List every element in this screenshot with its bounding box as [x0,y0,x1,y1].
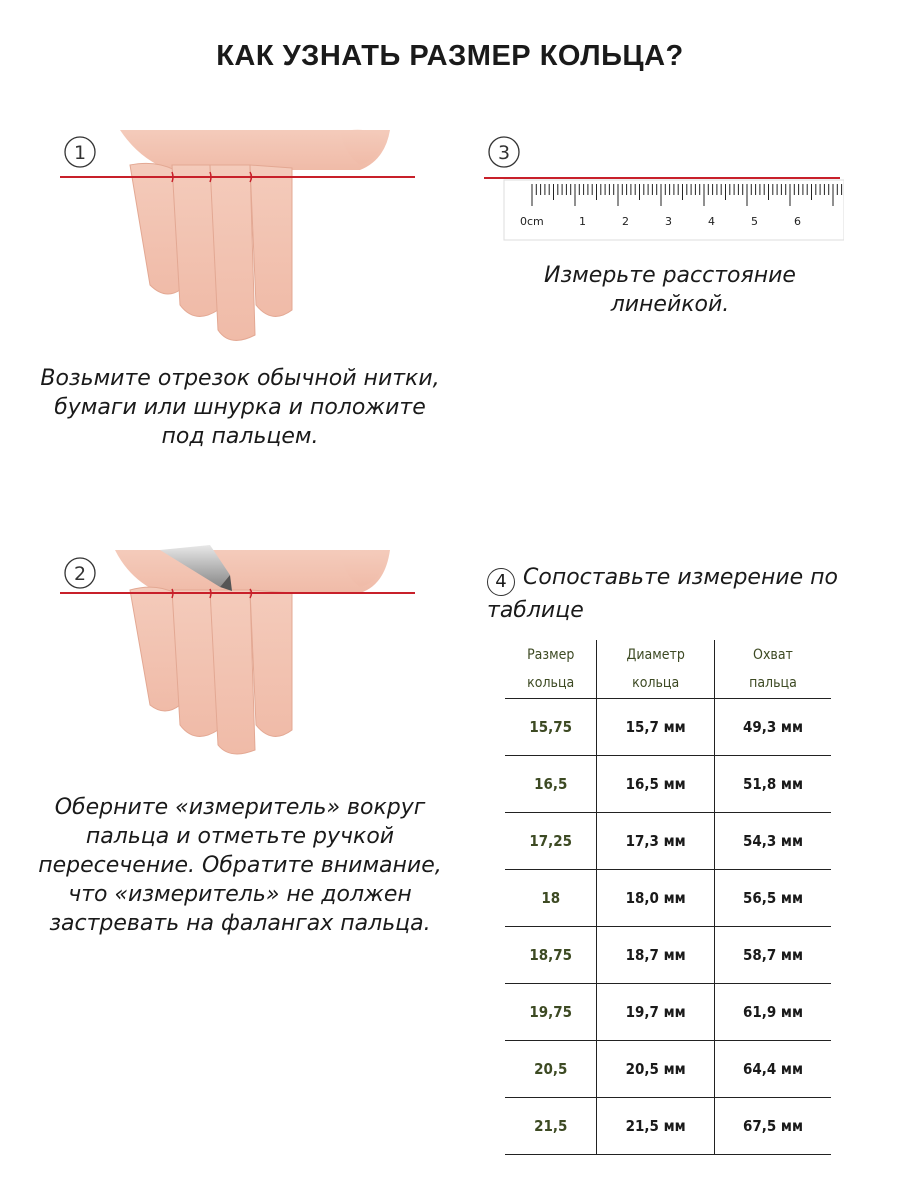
cell-circumference: 49,3 мм [714,699,831,756]
cell-diameter: 21,5 мм [597,1098,715,1155]
table-row [505,1041,831,1098]
cell-circumference: 51,8 мм [714,756,831,813]
header-diameter: Диаметр кольца [597,640,715,699]
table-row [505,927,831,984]
cell-size: 15,75 [505,699,597,756]
cell-circumference: 58,7 мм [714,927,831,984]
cell-size: 21,5 [505,1098,597,1155]
step-3-ruler-illustration [484,130,844,245]
table-row [505,1098,831,1155]
cell-diameter: 17,3 мм [597,813,715,870]
cell-diameter: 18,0 мм [597,870,715,927]
cell-size: 17,25 [505,813,597,870]
table-header-row [505,640,831,699]
cell-size: 16,5 [505,756,597,813]
header-ring-size: Размер кольца [505,640,597,699]
cell-circumference: 64,4 мм [714,1041,831,1098]
ruler-label-6: 6 [794,215,801,228]
ruler-zero-label: 0cm [520,215,544,228]
cell-size: 18 [505,870,597,927]
cell-size: 20,5 [505,1041,597,1098]
step-4-heading [487,563,867,625]
table-row [505,870,831,927]
step-3-caption: Измерьте расстояние линейкой. [544,263,796,317]
step-1-hand-illustration [60,120,420,350]
step-2-number: 2 [73,563,87,585]
step-3-number: 3 [497,142,511,164]
ruler-label-3: 3 [665,215,672,228]
table-row [505,984,831,1041]
cell-diameter: 16,5 мм [597,756,715,813]
cell-size: 18,75 [505,927,597,984]
step-4-text: Сопоставьте измерение по таблице [487,565,839,623]
cell-diameter: 15,7 мм [597,699,715,756]
cell-circumference: 67,5 мм [714,1098,831,1155]
ruler-label-1: 1 [579,215,586,228]
ruler-label-4: 4 [708,215,715,228]
step-2-caption: Оберните «измеритель» вокруг пальца и отметьте ручкой пересечение. Обратите внимание, что «измеритель» не должен застревать на фалангах пальца. [38,795,442,936]
ring-size-table [505,640,831,1155]
cell-circumference: 56,5 мм [714,870,831,927]
cell-diameter: 18,7 мм [597,927,715,984]
cell-circumference: 61,9 мм [714,984,831,1041]
header-circumference: Охват пальца [714,640,831,699]
table-row [505,699,831,756]
ruler-label-2: 2 [622,215,629,228]
step-1-number: 1 [73,142,87,164]
ruler-label-5: 5 [751,215,758,228]
cell-size: 19,75 [505,984,597,1041]
cell-diameter: 19,7 мм [597,984,715,1041]
table-row [505,756,831,813]
step-2-hand-illustration [60,545,420,760]
page-title: КАК УЗНАТЬ РАЗМЕР КОЛЬЦА? [216,40,684,72]
cell-diameter: 20,5 мм [597,1041,715,1098]
cell-circumference: 54,3 мм [714,813,831,870]
table-row [505,813,831,870]
step-4-number: 4 [487,568,515,596]
step-1-caption: Возьмите отрезок обычной нитки, бумаги или шнурка и положите под пальцем. [40,366,440,449]
